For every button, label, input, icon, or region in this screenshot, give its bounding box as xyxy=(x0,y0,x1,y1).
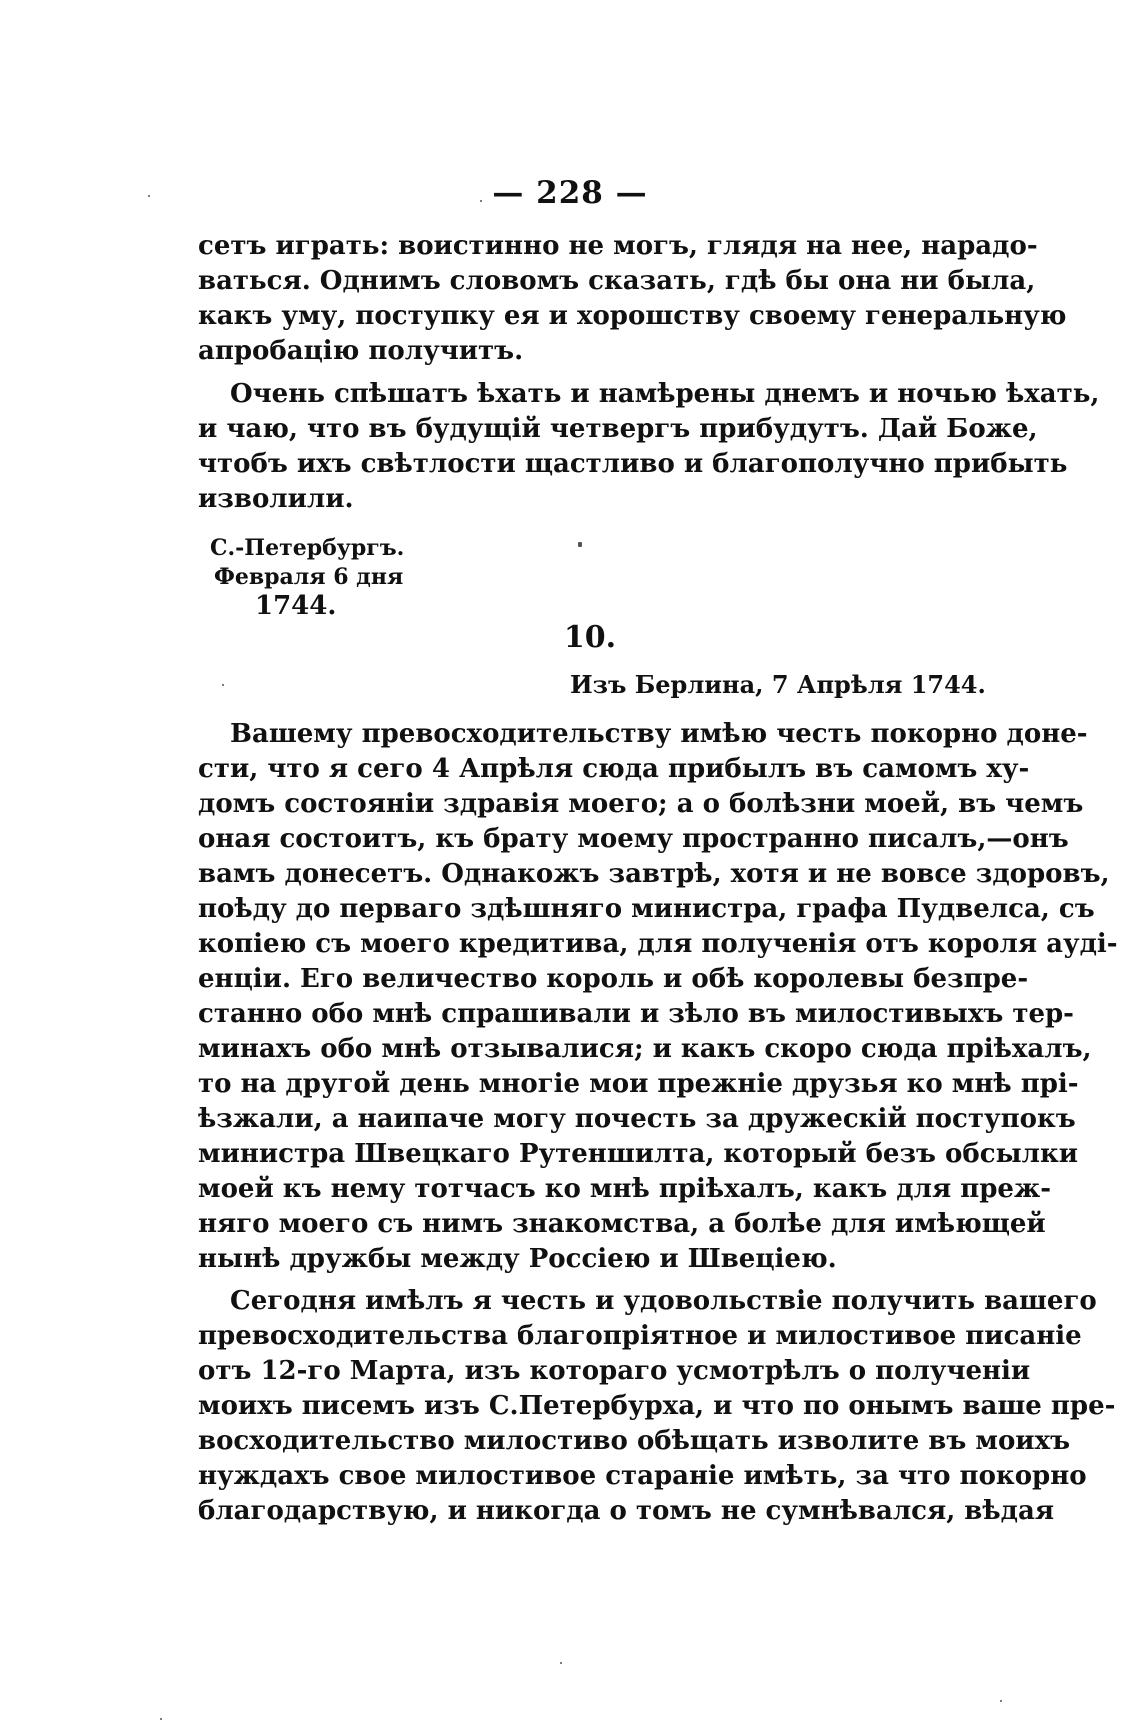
scan-speck xyxy=(148,195,150,197)
text-line: ѣзжали, а наипаче могу почесть за дружескій поступокъ xyxy=(198,1104,1076,1134)
text-line: Вашему превосходительству имѣю честь покорно доне- xyxy=(230,719,1088,749)
page-number: — 228 — xyxy=(492,175,648,211)
text-line: поѣду до перваго здѣшняго министра, графа Пудвелса, съ xyxy=(198,894,1095,924)
text-line: енціи. Его величество король и обѣ королевы безпре- xyxy=(198,964,1029,994)
signature-year: 1744. xyxy=(255,591,337,621)
signature-date: Февраля 6 дня xyxy=(214,564,404,590)
letter-dateline: Изъ Берлина, 7 Апрѣля 1744. xyxy=(570,670,986,699)
scan-speck xyxy=(560,1662,562,1664)
scan-speck xyxy=(1000,1700,1002,1702)
scan-speck xyxy=(578,542,582,547)
text-line: станно обо мнѣ спрашивали и зѣло въ милостивыхъ тер- xyxy=(198,999,1074,1029)
text-line: превосходительства благопріятное и милостивое писаніе xyxy=(198,1321,1082,1351)
text-line: домъ состояніи здравія моего; а о болѣзни моей, въ чемъ xyxy=(198,789,1084,819)
text-line: Очень спѣшатъ ѣхать и намѣрены днемъ и ночью ѣхать, xyxy=(230,379,1100,409)
text-line: оная состоитъ, къ брату моему пространно писалъ,—онъ xyxy=(198,824,1069,854)
text-line: то на другой день многіе мои прежніе друзья ко мнѣ прі- xyxy=(198,1069,1079,1099)
scan-speck xyxy=(480,200,482,202)
text-line: моей къ нему тотчасъ ко мнѣ пріѣхалъ, какъ для преж- xyxy=(198,1174,1052,1204)
text-line: восходительство милостиво обѣщать изволите въ моихъ xyxy=(198,1426,1071,1456)
text-line: нуждахъ свое милостивое стараніе имѣть, за что покорно xyxy=(198,1461,1087,1491)
text-line: минахъ обо мнѣ отзывалися; и какъ скоро сюда пріѣхалъ, xyxy=(198,1034,1092,1064)
text-line: копіею съ моего кредитива, для полученія отъ короля ауді- xyxy=(198,929,1118,959)
text-line: нынѣ дружбы между Россіею и Швеціею. xyxy=(198,1244,837,1274)
text-line: моихъ писемъ изъ С.Петербурха, и что по онымъ ваше пре- xyxy=(198,1391,1116,1421)
text-line: няго моего съ нимъ знакомства, а болѣе для имѣющей xyxy=(198,1209,1046,1239)
text-line: отъ 12-го Марта, изъ котораго усмотрѣлъ о полученіи xyxy=(198,1356,1031,1386)
text-line: ваться. Однимъ словомъ сказать, гдѣ бы она ни была, xyxy=(198,266,1036,296)
text-line: изволили. xyxy=(198,484,354,514)
scan-speck xyxy=(160,1718,162,1720)
text-line: апробацію получитъ. xyxy=(198,336,524,366)
signature-place: С.-Петербургъ. xyxy=(210,535,405,561)
scan-speck xyxy=(222,684,224,686)
text-line: благодарствую, и никогда о томъ не сумнѣвался, вѣдая xyxy=(198,1496,1055,1526)
text-line: министра Швецкаго Рутеншилта, который безъ обсылки xyxy=(198,1139,1079,1169)
text-line: чтобъ ихъ свѣтлости щастливо и благополучно прибыть xyxy=(198,449,1068,479)
text-line: сти, что я сего 4 Апрѣля сюда прибылъ въ самомъ ху- xyxy=(198,754,1030,784)
text-line: вамъ донесетъ. Однакожъ завтрѣ, хотя и не вовсе здоровъ, xyxy=(198,859,1110,889)
letter-number: 10. xyxy=(563,620,617,655)
text-line: сетъ играть: воистинно не могъ, глядя на нее, нарадо- xyxy=(198,231,1038,261)
text-line: какъ уму, поступку ея и хорошству своему генеральную xyxy=(198,301,1067,331)
text-line: и чаю, что въ будущій четвергъ прибудутъ. Дай Боже, xyxy=(198,414,1038,444)
text-line: Сегодня имѣлъ я честь и удовольствіе получить вашего xyxy=(230,1286,1097,1316)
